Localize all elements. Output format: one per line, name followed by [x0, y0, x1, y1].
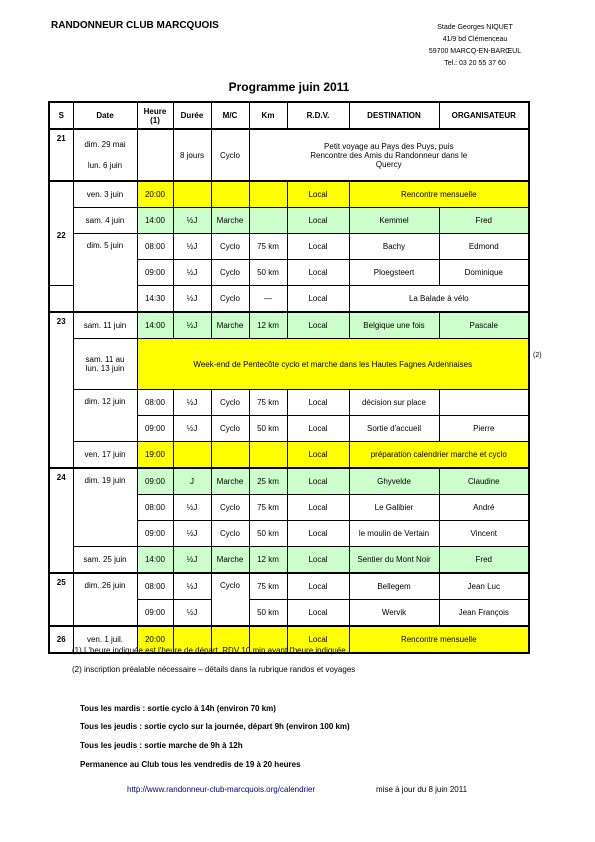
destination-cell: décision sur place [349, 390, 439, 416]
col-mc: M/C [211, 102, 249, 129]
footnote-2: (2) inscription préalable nécessaire – détails dans la rubrique randos et voyages [72, 665, 356, 674]
table-row [49, 234, 529, 260]
rdv-cell: Local [287, 390, 349, 416]
weekend-footnote-marker: (2) [533, 352, 542, 359]
heure-cell: 14:30 [137, 286, 173, 313]
table-row [49, 208, 529, 234]
rdv-cell: Local [287, 442, 349, 469]
col-heure [137, 102, 173, 129]
heure-cell: 09:00 [137, 521, 173, 547]
mc-cell: Cyclo [211, 234, 249, 260]
table-row [49, 468, 529, 495]
col-week: S [49, 102, 73, 129]
mc-cell: Marche [211, 468, 249, 495]
heure-cell: 08:00 [137, 495, 173, 521]
week-number: 25 [49, 573, 73, 626]
date-cell: ven. 1 juil. [73, 626, 137, 653]
destination-cell: Bachy [349, 234, 439, 260]
destination-cell: La Balade à vélo [349, 286, 529, 313]
organisateur-cell [439, 390, 529, 416]
duree-cell: ½J [173, 208, 211, 234]
programme-table [48, 101, 530, 654]
rdv-cell: Local [287, 260, 349, 286]
date-start: dim. 29 mai [84, 140, 126, 149]
km-cell: 12 km [249, 312, 287, 339]
destination-cell: Kemmel [349, 208, 439, 234]
mc-cell [211, 181, 249, 208]
heure-cell: 09:00 [137, 416, 173, 442]
table-row [49, 339, 529, 390]
km-cell: 50 km [249, 416, 287, 442]
col-duree: Durée [173, 102, 211, 129]
date-end: lun. 13 juin [85, 364, 125, 373]
recurring-item: Permanence au Club tous les vendredis de 19 à 20 heures [80, 760, 301, 769]
mc-cell: Marche [211, 208, 249, 234]
duree-cell: ½J [173, 495, 211, 521]
rdv-cell: Local [287, 573, 349, 600]
duree-cell: ½J [173, 521, 211, 547]
mc-cell: Cyclo [211, 390, 249, 416]
mc-cell: Marche [211, 547, 249, 574]
organisateur-cell: Vincent [439, 521, 529, 547]
km-cell: — [249, 286, 287, 313]
date-cell: sam. 11 juin [73, 312, 137, 339]
organisateur-cell: André [439, 495, 529, 521]
km-cell [249, 208, 287, 234]
club-name: RANDONNEUR CLUB MARCQUOIS [51, 20, 219, 31]
rdv-cell: Local [287, 181, 349, 208]
rdv-cell: Local [287, 312, 349, 339]
rdv-cell: Local [287, 234, 349, 260]
rdv-cell: Local [287, 547, 349, 574]
col-destination: DESTINATION [349, 102, 439, 129]
organisateur-cell: Pascale [439, 312, 529, 339]
table-row [49, 181, 529, 208]
week-number: 26 [49, 626, 73, 653]
heure-cell: 08:00 [137, 234, 173, 260]
date-cell: ven. 3 juin [73, 181, 137, 208]
destination-cell: Belgique une fois [349, 312, 439, 339]
rdv-cell: Local [287, 208, 349, 234]
date-cell: sam. 4 juin [73, 208, 137, 234]
address-line: 41/9 bd Clémenceau [442, 36, 508, 43]
duree-cell: ½J [173, 416, 211, 442]
rdv-cell: Local [287, 468, 349, 495]
heure-cell: 20:00 [137, 181, 173, 208]
km-cell: 75 km [249, 390, 287, 416]
duree-cell: ½J [173, 573, 211, 600]
destination-cell: Ghyvelde [349, 468, 439, 495]
date-end: lun. 6 juin [87, 161, 123, 170]
organisateur-cell: Dominique [439, 260, 529, 286]
km-cell [249, 442, 287, 469]
date-start: sam. 11 au [85, 355, 125, 364]
destination-cell: Bellegem [349, 573, 439, 600]
mc-cell: Cyclo [211, 573, 249, 626]
organisateur-cell: Fred [439, 208, 529, 234]
km-cell: 12 km [249, 547, 287, 574]
destination-cell: le moulin de Vertain [349, 521, 439, 547]
table-row [49, 312, 529, 339]
km-cell: 75 km [249, 234, 287, 260]
week-number: 22 [49, 181, 73, 286]
col-km: Km [249, 102, 287, 129]
rdv-cell: Local [287, 600, 349, 627]
km-cell: 75 km [249, 573, 287, 600]
rdv-cell: Local [287, 626, 349, 653]
km-cell [249, 181, 287, 208]
heure-cell: 09:00 [137, 600, 173, 627]
address-line: 59700 MARCQ-EN-BARŒUL [428, 48, 522, 55]
mc-cell: Cyclo [211, 495, 249, 521]
trip-description: Petit voyage au Pays des Puys, puis Rencontre des Amis du Randonneur dans le Quercy [249, 129, 529, 181]
rdv-cell: Local [287, 495, 349, 521]
week-number: 21 [49, 129, 73, 181]
destination-cell: Sentier du Mont Noir [349, 547, 439, 574]
mc-cell [211, 442, 249, 469]
date-cell: ven. 17 juin [73, 442, 137, 469]
heure-cell: 14:00 [137, 547, 173, 574]
table-row [49, 547, 529, 574]
km-cell: 75 km [249, 495, 287, 521]
recurring-item: Tous les mardis : sortie cyclo à 14h (environ 70 km) [80, 704, 276, 713]
rdv-cell: Local [287, 416, 349, 442]
destination-cell: Le Galibier [349, 495, 439, 521]
organisateur-cell: Claudine [439, 468, 529, 495]
duree-cell: ½J [173, 600, 211, 627]
table-row [49, 390, 529, 416]
duree-cell: 8 jours [173, 129, 211, 181]
organisateur-cell: Jean François [439, 600, 529, 627]
duree-cell: ½J [173, 390, 211, 416]
organisateur-cell: Fred [439, 547, 529, 574]
date-cell: dim. 19 juin [73, 468, 137, 547]
calendar-link[interactable]: http://www.randonneur-club-marcquois.org/calendrier [127, 785, 316, 794]
weekend-description: Week-end de Pentecôte cyclo et marche dans les Hautes Fagnes Ardennaises [137, 339, 529, 390]
table-header-row [49, 102, 529, 129]
heure-cell: 09:00 [137, 468, 173, 495]
heure-cell: 14:00 [137, 208, 173, 234]
col-rdv: R.D.V. [287, 102, 349, 129]
duree-cell: ½J [173, 286, 211, 313]
heure-cell: 08:00 [137, 390, 173, 416]
km-cell: 50 km [249, 260, 287, 286]
destination-cell: Rencontre mensuelle [349, 626, 529, 653]
heure-cell: 14:00 [137, 312, 173, 339]
destination-cell: préparation calendrier marche et cyclo [349, 442, 529, 469]
heure-cell: 09:00 [137, 260, 173, 286]
duree-cell [173, 442, 211, 469]
week-spacer [49, 286, 73, 313]
km-cell: 50 km [249, 521, 287, 547]
address-line: Stade Georges NIQUET [437, 24, 513, 31]
rdv-cell: Local [287, 286, 349, 313]
km-cell: 25 km [249, 468, 287, 495]
date-cell: dim. 5 juin [73, 234, 137, 313]
destination-cell: Ploegsteert [349, 260, 439, 286]
organisateur-cell: Edmond [439, 234, 529, 260]
club-address [400, 22, 550, 70]
col-heure-note: (1) [150, 115, 160, 125]
mc-cell: Cyclo [211, 260, 249, 286]
duree-cell: ½J [173, 260, 211, 286]
heure-cell: 20:00 [137, 626, 173, 653]
mc-cell: Cyclo [211, 286, 249, 313]
col-organisateur: ORGANISATEUR [439, 102, 529, 129]
date-cell: dim. 12 juin [73, 390, 137, 442]
table-row [49, 573, 529, 600]
heure-cell: 19:00 [137, 442, 173, 469]
destination-cell: Wervik [349, 600, 439, 627]
organisateur-cell: Pierre [439, 416, 529, 442]
date-cell [73, 129, 137, 181]
heure-cell [137, 129, 173, 181]
duree-cell [173, 181, 211, 208]
rdv-cell: Local [287, 521, 349, 547]
date-cell: dim. 26 juin [73, 573, 137, 626]
update-date: mise à jour du 8 juin 2011 [376, 785, 468, 794]
date-cell [73, 339, 137, 390]
destination-cell: Sortie d'accueil [349, 416, 439, 442]
mc-cell: Marche [211, 312, 249, 339]
page-title: Programme juin 2011 [228, 80, 350, 94]
recurring-item: Tous les jeudis : sortie marche de 9h à 12h [80, 741, 243, 750]
recurring-item: Tous les jeudis : sortie cyclo sur la journée, départ 9h (environ 100 km) [80, 722, 350, 731]
col-heure-label: Heure [143, 106, 167, 116]
heure-cell: 08:00 [137, 573, 173, 600]
col-date: Date [73, 102, 137, 129]
week-number: 24 [49, 468, 73, 573]
mc-cell: Cyclo [211, 129, 249, 181]
mc-cell: Cyclo [211, 521, 249, 547]
mc-cell: Cyclo [211, 416, 249, 442]
destination-cell: Rencontre mensuelle [349, 181, 529, 208]
duree-cell: ½J [173, 312, 211, 339]
date-cell: sam. 25 juin [73, 547, 137, 574]
week-number: 23 [49, 312, 73, 468]
address-line: Tel.: 03 20 55 37 60 [444, 60, 506, 67]
duree-cell: J [173, 468, 211, 495]
duree-cell: ½J [173, 234, 211, 260]
organisateur-cell: Jean Luc [439, 573, 529, 600]
footnote-1: (1) L'heure indiquée est l'heure de départ. RDV 10 min avant l'heure indiquée [72, 646, 346, 655]
km-cell: 50 km [249, 600, 287, 627]
table-row [49, 442, 529, 469]
duree-cell: ½J [173, 547, 211, 574]
